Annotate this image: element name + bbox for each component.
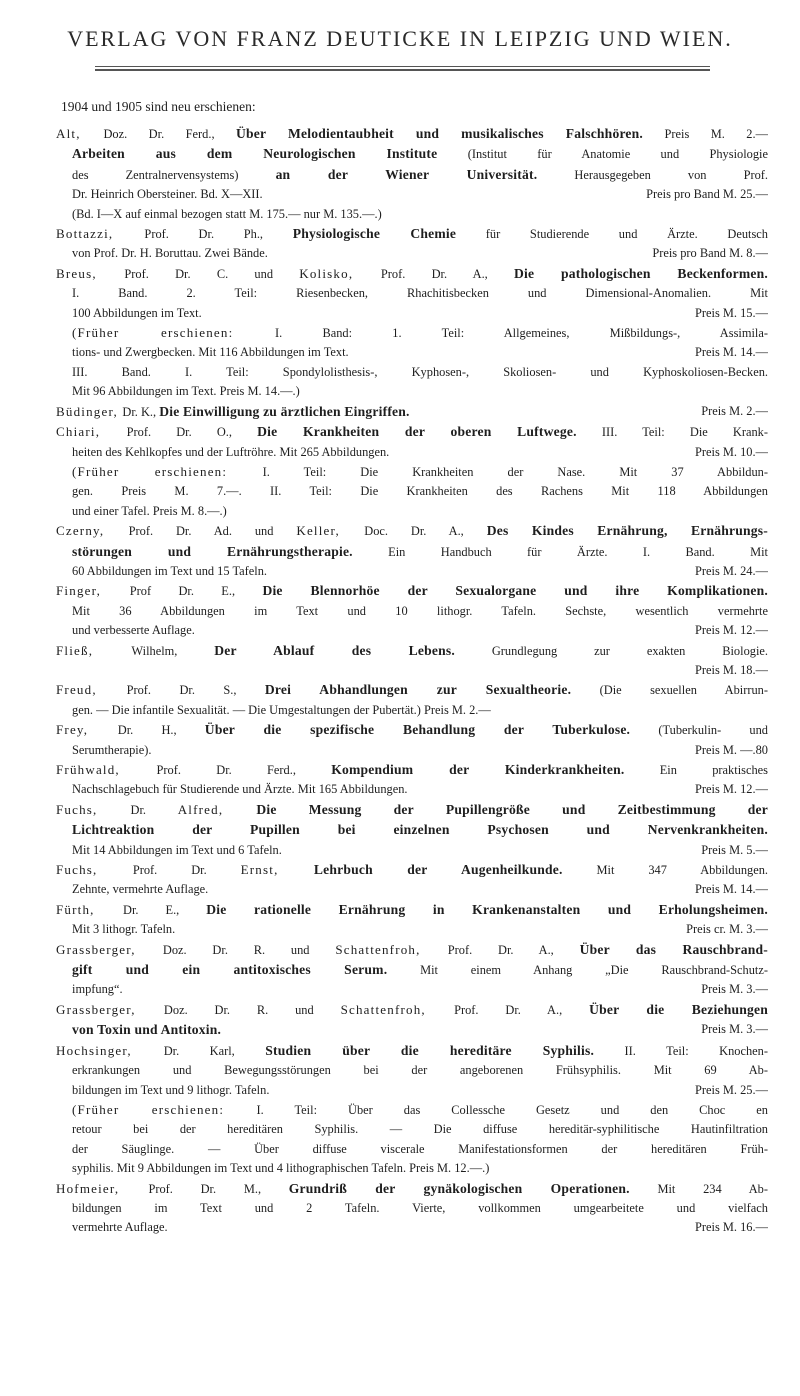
book-title: Die Krankheiten der oberen Luftwege.: [257, 424, 577, 440]
price-label: Preis M. 16.—: [695, 1220, 768, 1235]
entry-line: [56, 1041, 768, 1061]
entry-text: (Die sexuellen Abirrun-: [571, 683, 768, 698]
price-label: Preis M. 15.—: [695, 305, 768, 320]
author-name: Ernst,: [240, 862, 314, 878]
entry-line: [56, 382, 768, 401]
entry-line: [56, 602, 768, 621]
entry-text: Mit 234 Ab-: [629, 1181, 768, 1196]
book-title: Des Kindes Ernährung, Ernährungs-: [486, 523, 768, 539]
entry-line: [56, 284, 768, 303]
author-name: (Früher erschienen:: [72, 463, 263, 479]
entry-line: [56, 780, 768, 799]
book-title: Kompendium der Kinderkrankheiten.: [331, 762, 625, 777]
entry-line: [56, 1179, 768, 1199]
price-label: Preis cr. M. 3.—: [686, 922, 768, 937]
catalog-entry: [56, 224, 768, 264]
entry-text: Ein praktisches: [624, 763, 768, 777]
book-title: gift und ein antitoxisches Serum.: [72, 962, 388, 978]
catalog-entry: [56, 1179, 768, 1238]
catalog-entry: [56, 760, 768, 800]
entry-line: [56, 701, 768, 720]
entry-text: 60 Abbildungen im Text und 15 Tafeln.: [72, 563, 268, 578]
entry-text: Mit 14 Abbildungen im Text und 6 Tafeln.: [72, 842, 282, 857]
price-label: Preis M. 25.—: [695, 1082, 768, 1097]
entry-text: Prof. Dr. Ad. und: [128, 524, 297, 539]
book-title: störungen und Ernährungstherapie.: [72, 543, 353, 559]
entry-text: Wilhelm,: [131, 643, 215, 658]
book-title: Die pathologischen Beckenformen.: [514, 265, 768, 281]
entry-line: [56, 1020, 768, 1040]
price-label: Preis M. 3.—: [701, 1022, 768, 1037]
price-label: Preis M. 18.—: [695, 662, 768, 677]
intro-text: 1904 und 1905 sind neu erschienen:: [61, 99, 256, 114]
entry-text: tions- und Zwergbecken. Mit 116 Abbildungen im Text.: [72, 345, 349, 360]
entry-text: der Säuglinge. — Über diffuse viscerale Manifestationsformen der hereditären Früh-: [72, 1141, 768, 1156]
entry-line: [56, 960, 768, 980]
author-name: Kolisko,: [299, 265, 381, 281]
entry-line: [56, 880, 768, 899]
entry-line: [56, 462, 768, 482]
catalog-entry: [56, 124, 768, 224]
entry-text: Prof. Dr. S.,: [126, 683, 265, 698]
entry-text: Zehnte, vermehrte Auflage.: [72, 882, 209, 897]
book-title: an der Wiener Universität.: [275, 166, 538, 182]
entry-text: (Institut für Anatomie und Physiologie: [437, 147, 768, 162]
catalog-entry: [56, 900, 768, 940]
entry-text: III. Teil: Die Krank-: [576, 425, 768, 440]
author-name: Büdinger,: [56, 403, 123, 419]
entry-text: I. Teil: Die Krankheiten der Nase. Mit 37 Abbildun-: [262, 464, 768, 479]
entry-line: [56, 581, 768, 601]
author-name: Freud,: [56, 682, 127, 698]
catalog-entry: [56, 641, 768, 681]
entry-line: [56, 244, 768, 263]
entry-text: Dr. H.,: [117, 723, 205, 738]
entry-line: [56, 940, 768, 960]
entry-text: erkrankungen und Bewegungsstörungen bei der angeborenen Frühsyphilis. Mit 69 Ab-: [72, 1063, 768, 1078]
entry-text: Dr.: [130, 802, 178, 817]
catalog-entry: [56, 581, 768, 640]
entry-text: gen. Preis M. 7.—. II. Teil: Die Krankheiten des Rachens Mit 118 Abbildungen: [72, 484, 768, 499]
price-label: Preis M. 5.—: [701, 842, 768, 857]
entry-text: syphilis. Mit 9 Abbildungen im Text und 4 lithographischen Tafeln. Preis M. 12.—.): [72, 1161, 490, 1176]
entry-line: [56, 323, 768, 343]
entry-text: Mit 96 Abbildungen im Text. Preis M. 14.—.): [72, 384, 300, 399]
header-rule-double: [95, 69, 710, 71]
entry-line: [56, 661, 768, 680]
entry-text: und einer Tafel. Preis M. 8.—.): [72, 503, 227, 518]
entry-text: (Tuberkulin- und: [630, 723, 768, 738]
author-name: Chiari,: [56, 424, 127, 440]
author-name: Breus,: [56, 265, 125, 281]
entry-line: [56, 521, 768, 541]
book-title: Lehrbuch der Augenheilkunde.: [313, 862, 563, 878]
book-title: Der Ablauf des Lebens.: [214, 642, 455, 658]
entry-text: Mit 36 Abbildungen im Text und 10 lithogr. Tafeln. Sechste, wesentlich vermehrte: [72, 603, 768, 618]
entry-text: vermehrte Auflage.: [72, 1220, 168, 1235]
author-name: Frey,: [56, 722, 118, 738]
author-name: Keller,: [296, 523, 365, 539]
header-rule: [95, 66, 710, 67]
entry-line: [56, 402, 768, 422]
entry-text: I. Band. 2. Teil: Riesenbecken, Rhachitisbecken und Dimensional-Anomalien. Mit: [72, 286, 768, 301]
entry-text: des Zentralnervensystems): [72, 167, 276, 182]
price-label: Preis M. 10.—: [695, 444, 768, 459]
catalog-entry: [56, 1041, 768, 1179]
entry-text: gen. — Die infantile Sexualität. — Die Umgestaltungen der Pubertät.) Preis M. 2.—: [72, 702, 491, 717]
entry-text: Mit 347 Abbildungen.: [562, 863, 768, 878]
entry-line: [56, 800, 768, 820]
book-title: von Toxin und Antitoxin.: [72, 1022, 222, 1038]
entry-text: impfung“.: [72, 982, 123, 997]
entry-text: Doz. Dr. R. und: [163, 1002, 341, 1017]
entry-line: [56, 502, 768, 521]
entry-line: [56, 1159, 768, 1178]
entry-text: retour bei der hereditären Syphilis. — Die diffuse hereditär-syphilitische Hautinfiltration: [72, 1122, 768, 1137]
author-name: Frühwald,: [56, 762, 157, 777]
entry-line: [56, 841, 768, 860]
entry-text: I. Band: 1. Teil: Allgemeines, Mißbildungs-, Assimila-: [274, 326, 768, 341]
entry-line: [56, 980, 768, 999]
entry-line: [56, 920, 768, 939]
catalog-entry: [56, 720, 768, 760]
entry-text: Serumtherapie).: [72, 742, 152, 757]
price-label: Preis pro Band M. 25.—: [646, 187, 768, 202]
entry-text: Doz. Dr. Ferd.,: [103, 127, 237, 141]
book-title: Lichtreaktion der Pupillen bei einzelnen Psychosen und Nervenkrankheiten.: [72, 822, 768, 838]
price-label: Preis M. —.80: [695, 742, 768, 757]
author-name: Fürth,: [56, 901, 123, 917]
entry-text: Prof. Dr. M.,: [148, 1181, 289, 1196]
catalog-entry: [56, 860, 768, 900]
book-title: Die Blennorhöe der Sexualorgane und ihre Komplikationen.: [262, 583, 768, 599]
price-label: Preis M. 24.—: [695, 563, 768, 578]
entry-line: [56, 443, 768, 462]
entry-line: [56, 621, 768, 640]
entry-text: Grundlegung zur exakten Biologie.: [454, 643, 768, 658]
entry-line: [56, 124, 768, 144]
author-name: Finger,: [56, 583, 130, 599]
book-title: Über die spezifische Behandlung der Tuberkulose.: [204, 722, 631, 738]
entry-text: Mit einem Anhang „Die Rauschbrand-Schutz-: [387, 963, 768, 978]
entry-text: Ein Handbuch für Ärzte. I. Band. Mit: [352, 544, 768, 559]
entry-text: Doz. Dr. R. und: [162, 942, 336, 957]
entry-line: [56, 641, 768, 661]
entry-line: [56, 144, 768, 164]
price-label: Preis M. 3.—: [701, 982, 768, 997]
catalog-entry: [56, 800, 768, 860]
entry-line: [56, 1100, 768, 1120]
entry-line: [56, 760, 768, 780]
price-label: Preis M. 14.—: [695, 882, 768, 897]
entry-text: Preis M. 2.—: [643, 127, 768, 141]
book-title: Drei Abhandlungen zur Sexualtheorie.: [264, 682, 572, 698]
entry-text: Mit 3 lithogr. Tafeln.: [72, 922, 176, 937]
catalog-entry: [56, 521, 768, 581]
entry-text: Prof. Dr. Ph.,: [144, 227, 293, 242]
entry-line: [56, 820, 768, 840]
entry-text: bildungen im Text und 9 lithogr. Tafeln.: [72, 1082, 270, 1097]
entry-text: 100 Abbildungen im Text.: [72, 305, 202, 320]
entry-line: [56, 482, 768, 501]
entry-line: [56, 680, 768, 700]
author-name: Alfred,: [177, 801, 257, 817]
book-title: Die rationelle Ernährung in Krankenanstalten und Erholungsheimen.: [206, 901, 768, 917]
publisher-header: VERLAG VON FRANZ DEUTICKE IN LEIPZIG UND WIEN.: [67, 26, 733, 51]
entry-line: [56, 860, 768, 880]
author-name: Hochsinger,: [56, 1042, 164, 1058]
price-label: Preis M. 2.—: [701, 403, 768, 418]
book-title: Die Einwilligung zu ärztlichen Eingriffen.: [159, 403, 410, 419]
book-title: Über die Beziehungen: [589, 1001, 768, 1017]
entry-line: [56, 264, 768, 284]
entry-text: für Studierende und Ärzte. Deutsch: [456, 227, 768, 242]
author-name: Fließ,: [56, 642, 132, 658]
entry-line: [56, 1081, 768, 1100]
author-name: Czerny,: [56, 523, 129, 539]
author-name: (Früher erschienen:: [72, 325, 275, 341]
entry-line: [56, 562, 768, 581]
book-title: Studien über die hereditäre Syphilis.: [265, 1042, 595, 1058]
book-title: Arbeiten aus dem Neurologischen Institute: [72, 146, 438, 162]
entry-line: [56, 343, 768, 362]
entry-line: [56, 900, 768, 920]
author-name: Schattenfroh,: [335, 941, 448, 957]
entry-line: [56, 542, 768, 562]
author-name: Fuchs,: [56, 801, 131, 817]
entry-line: [56, 720, 768, 740]
author-name: Fuchs,: [56, 862, 133, 878]
entry-text: Prof. Dr. A.,: [447, 942, 580, 957]
price-label: Preis M. 12.—: [695, 623, 768, 638]
entry-text: Prof. Dr.: [132, 863, 241, 878]
entry-text: und verbesserte Auflage.: [72, 623, 195, 638]
entry-line: [56, 205, 768, 224]
entry-line: [56, 1120, 768, 1139]
entry-line: [56, 304, 768, 323]
entry-text: Prof. Dr. C. und: [124, 266, 300, 281]
entry-line: [56, 224, 768, 244]
entry-text: III. Band. I. Teil: Spondylolisthesis-, Kyphosen-, Skoliosen- und Kyphoskoliosen-Becken.: [72, 364, 768, 379]
entry-text: bildungen im Text und 2 Tafeln. Vierte, vollkommen umgearbeitete und vielfach: [72, 1200, 768, 1215]
entry-line: [56, 1000, 768, 1020]
entry-text: Prof. Dr. A.,: [380, 266, 515, 281]
book-title: Über das Rauschbrand-: [579, 941, 768, 957]
entry-text: von Prof. Dr. H. Boruttau. Zwei Bände.: [72, 246, 268, 261]
book-title: Grundriß der gynäkologischen Operationen.: [288, 1180, 630, 1196]
book-list: [56, 124, 768, 1238]
entry-text: Prof. Dr. Ferd.,: [156, 763, 332, 777]
price-label: Preis M. 12.—: [695, 782, 768, 797]
entry-text: Dr. E.,: [123, 902, 207, 917]
book-title: Die Messung der Pupillengröße und Zeitbestimmung der: [256, 801, 768, 817]
author-name: Grassberger,: [56, 941, 163, 957]
entry-text: Dr. K.,: [122, 404, 160, 419]
price-label: Preis pro Band M. 8.—: [652, 246, 768, 261]
catalog-entry: [56, 402, 768, 422]
catalog-entry: [56, 680, 768, 720]
entry-line: [56, 1218, 768, 1237]
entry-text: Prof. Dr. O.,: [126, 425, 258, 440]
entry-line: [56, 363, 768, 382]
entry-text: Herausgegeben von Prof.: [537, 167, 768, 182]
price-label: Preis M. 14.—: [695, 345, 768, 360]
entry-text: I. Teil: Über das Collessche Gesetz und den Choc en: [256, 1102, 768, 1117]
entry-line: [56, 165, 768, 185]
entry-text: Prof. Dr. A.,: [454, 1002, 590, 1017]
catalog-entry: [56, 1000, 768, 1041]
book-title: Über Melodientaubheit und musikalisches Falschhören.: [236, 126, 644, 141]
entry-text: Doc. Dr. A.,: [364, 524, 487, 539]
catalog-entry: [56, 264, 768, 402]
entry-text: (Bd. I—X auf einmal bezogen statt M. 175.— nur M. 135.—.): [72, 206, 382, 221]
author-name: (Früher erschienen:: [72, 1101, 257, 1117]
entry-text: Prof Dr. E.,: [129, 584, 263, 599]
entry-text: Dr. Heinrich Obersteiner. Bd. X—XII.: [72, 187, 263, 202]
entry-line: [56, 185, 768, 204]
catalog-entry: [56, 422, 768, 521]
entry-line: [56, 1199, 768, 1218]
author-name: Hofmeier,: [56, 1180, 149, 1196]
entry-text: Dr. Karl,: [163, 1043, 266, 1058]
entry-line: [56, 1140, 768, 1159]
book-title: Physiologische Chemie: [292, 226, 457, 242]
author-name: Grassberger,: [56, 1001, 164, 1017]
entry-text: Nachschlagebuch für Studierende und Ärzte. Mit 165 Abbildungen.: [72, 782, 408, 797]
author-name: Alt,: [56, 126, 104, 141]
author-name: Bottazzi,: [56, 226, 145, 242]
author-name: Schattenfroh,: [340, 1001, 455, 1017]
entry-text: heiten des Kehlkopfes und der Luftröhre. Mit 265 Abbildungen.: [72, 444, 390, 459]
entry-line: [56, 741, 768, 760]
entry-line: [56, 422, 768, 442]
entry-line: [56, 1061, 768, 1080]
catalog-entry: [56, 940, 768, 1000]
entry-text: II. Teil: Knochen-: [594, 1043, 768, 1058]
